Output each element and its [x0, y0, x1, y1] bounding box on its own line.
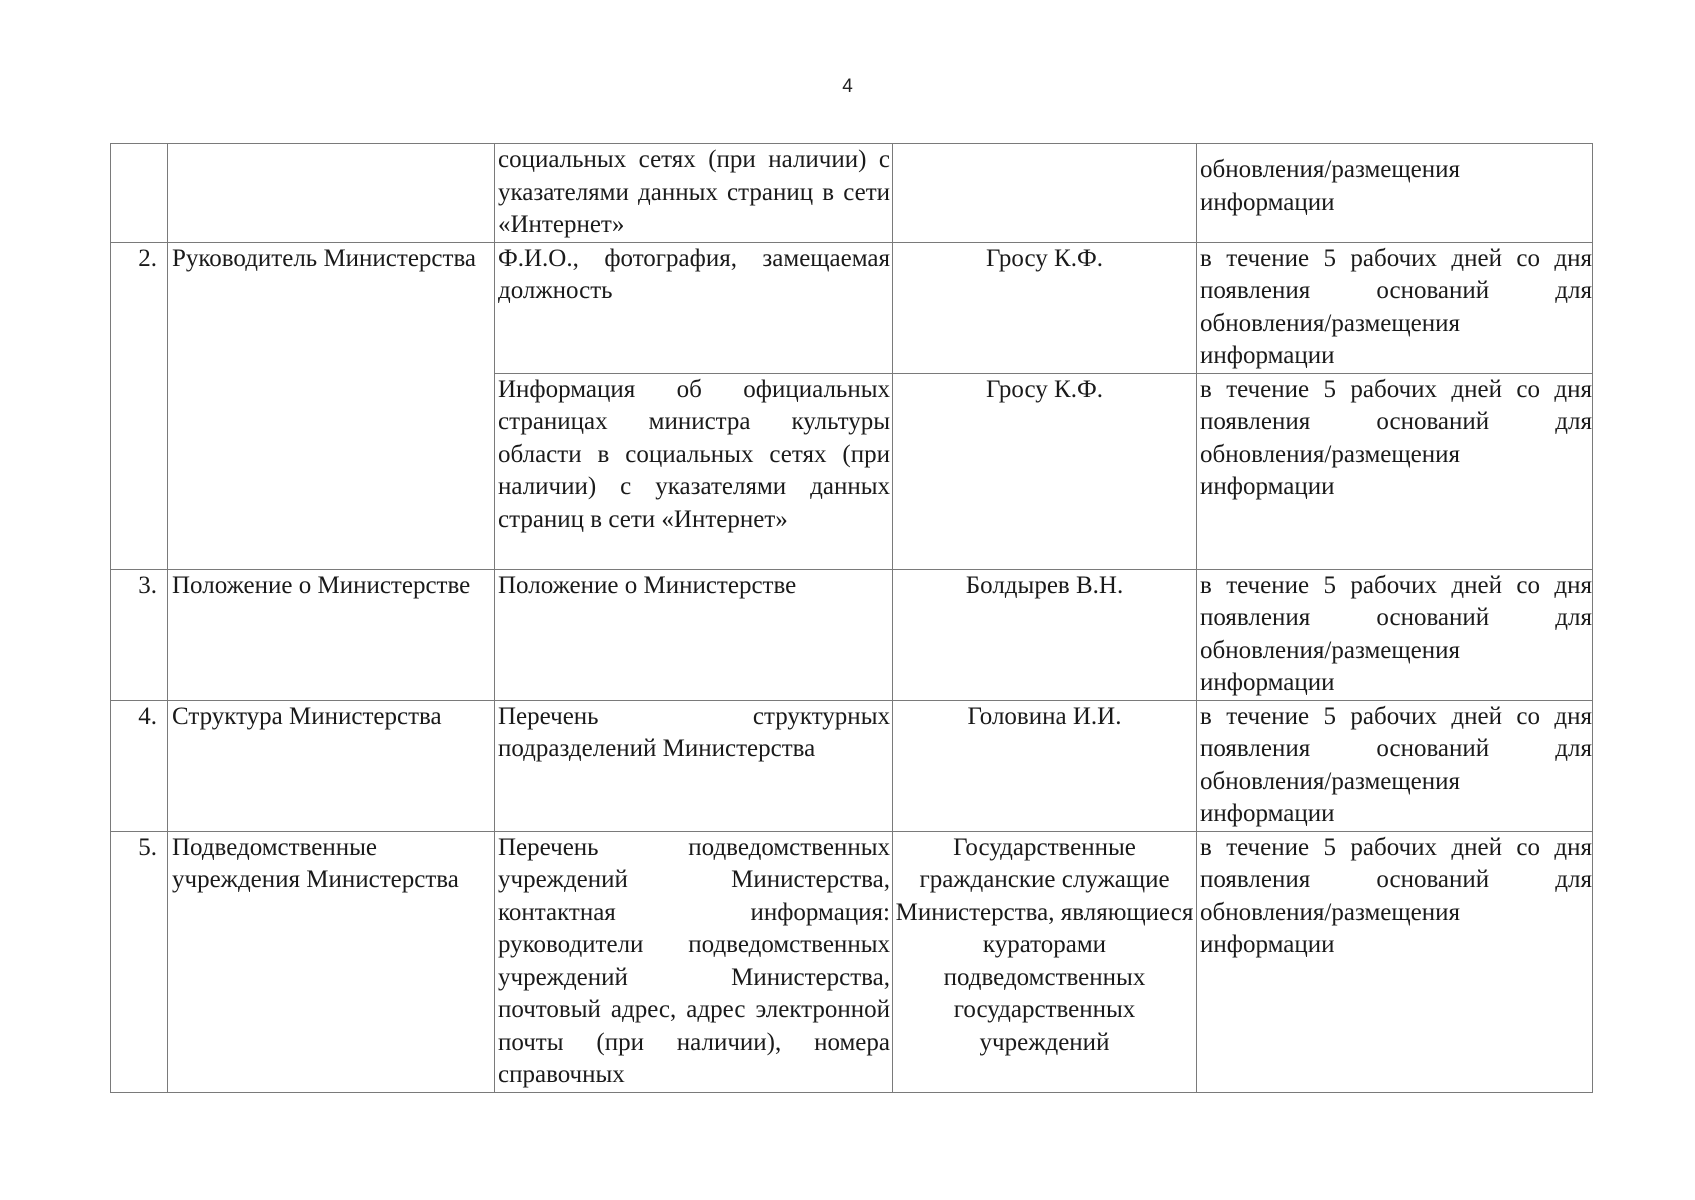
row-number-cell: 5. [111, 831, 168, 1092]
row-number-cell: 3. [111, 569, 168, 700]
row-number-cell [111, 144, 168, 243]
term-cell: в течение 5 рабочих дней со дня появления оснований для обновления/размещения информации [1197, 373, 1593, 569]
section-cell: Структура Министерства [168, 700, 495, 831]
section-cell [168, 144, 495, 243]
row-number-cell: 4. [111, 700, 168, 831]
table-row [111, 831, 1593, 1092]
content-cell: Перечень структурных подразделений Министерства [495, 700, 893, 831]
section-cell: Руководитель Министерства [168, 242, 495, 569]
responsible-cell: Гросу К.Ф. [893, 373, 1197, 569]
term-cell: обновления/размещения информации [1197, 144, 1593, 243]
section-cell: Подведомственные учреждения Министерства [168, 831, 495, 1092]
term-cell: в течение 5 рабочих дней со дня появления оснований для обновления/размещения информации [1197, 831, 1593, 1092]
table-row [111, 569, 1593, 700]
document-table [110, 143, 1593, 1093]
term-cell: в течение 5 рабочих дней со дня появления оснований для обновления/размещения информации [1197, 242, 1593, 373]
term-cell: в течение 5 рабочих дней со дня появления оснований для обновления/размещения информации [1197, 700, 1593, 831]
table-row [111, 700, 1593, 831]
responsible-cell: Болдырев В.Н. [893, 569, 1197, 700]
content-cell: Ф.И.О., фотография, замещаемая должность [495, 242, 893, 373]
responsible-cell: Головина И.И. [893, 700, 1197, 831]
table-row [111, 242, 1593, 373]
row-number-cell: 2. [111, 242, 168, 569]
table-row [111, 144, 1593, 243]
content-cell: Перечень подведомственных учреждений Министерства, контактная информация: руководители подведомственных учреждений Министерства, почтовый адрес, адрес электронной почты (при наличии), номера справочных [495, 831, 893, 1092]
content-cell: Положение о Министерстве [495, 569, 893, 700]
page-number: 4 [842, 76, 853, 97]
content-cell: Информация об официальных страницах министра культуры области в социальных сетях (при наличии) с указателями данных страниц в сети «Интернет» [495, 373, 893, 569]
responsible-cell: Гросу К.Ф. [893, 242, 1197, 373]
term-cell: в течение 5 рабочих дней со дня появления оснований для обновления/размещения информации [1197, 569, 1593, 700]
responsible-cell [893, 144, 1197, 243]
responsible-cell: Государственные гражданские служащие Министерства, являющиеся кураторами подведомственных государственных учреждений [893, 831, 1197, 1092]
content-cell: социальных сетях (при наличии) с указателями данных страниц в сети «Интернет» [495, 144, 893, 243]
section-cell: Положение о Министерстве [168, 569, 495, 700]
